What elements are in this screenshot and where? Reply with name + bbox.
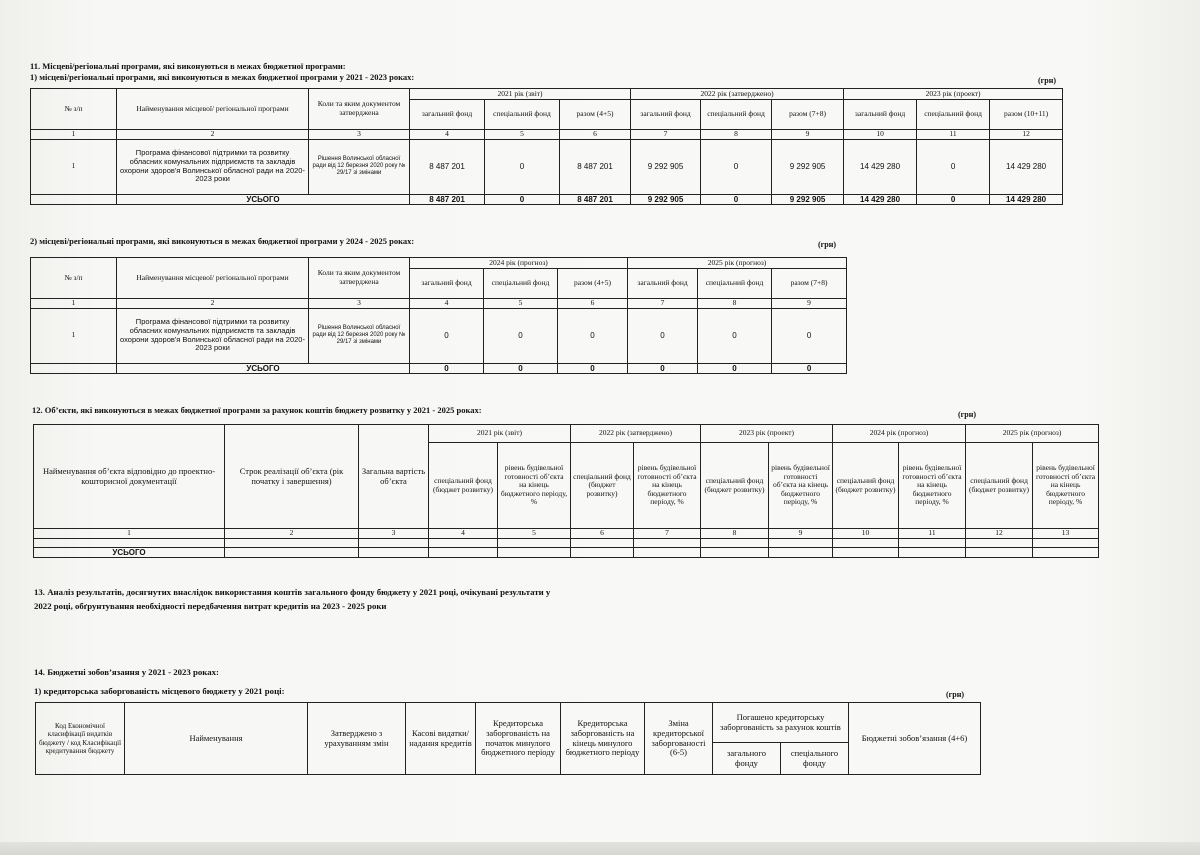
value-cell: 0	[484, 308, 558, 363]
column-number: 1	[34, 529, 225, 539]
column-number: 2	[117, 130, 309, 140]
section-12-unit: (грн)	[958, 410, 977, 419]
subheader: загальний фонд	[844, 100, 917, 130]
subheader-readiness: рівень будівельної готовності об’єкта на кінець бюджетного періоду, %	[1033, 443, 1099, 529]
table-11-programs	[30, 88, 1063, 205]
header-program-name: Найменування місцевої/ регіональної програми	[117, 89, 309, 130]
value-cell: 0	[701, 139, 772, 194]
total-cell: 14 429 280	[990, 194, 1063, 204]
header-num: № з/п	[31, 258, 117, 299]
table-12-objects	[33, 424, 1099, 558]
section-13-line1: 13. Аналіз результатів, досягнутих внаслідок використання коштів загального фонду бюджету у 2021 році, очікувані результати у	[34, 587, 551, 597]
subheader-fund: спеціальний фонд (бюджет розвитку)	[571, 443, 634, 529]
subheader-fund: спеціальний фонд (бюджет розвитку)	[966, 443, 1033, 529]
table-11b-programs	[30, 257, 847, 374]
header-program-name: Найменування місцевої/ регіональної програми	[117, 258, 309, 299]
section-14-subtitle: 1) кредиторська заборгованість місцевого бюджету у 2021 році:	[34, 686, 285, 696]
subheader: спеціальний фонд	[701, 100, 772, 130]
subheader-readiness: рівень будівельної готовності об’єкта на кінець бюджетного періоду, %	[498, 443, 571, 529]
total-row	[31, 194, 1063, 204]
subheader: спеціальний фонд	[485, 100, 560, 130]
subheader: разом (7+8)	[772, 269, 847, 299]
total-cell: 0	[772, 363, 847, 373]
header-payables-start: Кредиторська заборгованість на початок минулого бюджетного періоду	[476, 703, 561, 775]
section-11b-unit: (грн)	[818, 240, 837, 249]
column-number: 4	[410, 299, 484, 309]
program-name: Програма фінансової підтримки та розвитку обласних комунальних підприємств та закладів охорони здоров'я Волинської обласної ради на 2020-2023 роки	[117, 308, 309, 363]
header-year-2021: 2021 рік (звіт)	[429, 425, 571, 443]
total-label: УСЬОГО	[117, 194, 410, 204]
column-number: 9	[772, 130, 844, 140]
header-payables-end: Кредиторська заборгованість на кінець минулого бюджетного періоду	[561, 703, 645, 775]
header-approved-by: Коли та яким документом затверджена	[309, 258, 410, 299]
header-year-2024: 2024 рік (прогноз)	[833, 425, 966, 443]
header-repaid: Погашено кредиторську заборгованість за рахунок коштів	[713, 703, 849, 743]
header-total-cost: Загальна вартість об’єкта	[359, 425, 429, 529]
total-cell: 0	[485, 194, 560, 204]
total-cell: 0	[698, 363, 772, 373]
subheader-fund: спеціальний фонд (бюджет розвитку)	[833, 443, 899, 529]
total-cell: 0	[410, 363, 484, 373]
header-year-2023: 2023 рік (проект)	[701, 425, 833, 443]
header-year-2025: 2025 рік (прогноз)	[628, 258, 847, 269]
total-label: УСЬОГО	[117, 363, 410, 373]
section-14-unit: (грн)	[946, 690, 965, 699]
subheader-fund: спеціальний фонд (бюджет розвитку)	[701, 443, 769, 529]
column-number: 5	[484, 299, 558, 309]
total-row	[34, 548, 1099, 558]
column-number: 12	[990, 130, 1063, 140]
column-number: 8	[701, 130, 772, 140]
value-cell: 0	[698, 308, 772, 363]
header-name: Найменування	[125, 703, 308, 775]
subheader: загальний фонд	[631, 100, 701, 130]
column-number: 9	[772, 299, 847, 309]
value-cell: 8 487 201	[410, 139, 485, 194]
value-cell: 9 292 905	[772, 139, 844, 194]
value-cell: 9 292 905	[631, 139, 701, 194]
total-cell: 9 292 905	[631, 194, 701, 204]
column-number: 7	[631, 130, 701, 140]
column-number: 1	[31, 299, 117, 309]
header-code: Код Економічної класифікації видатків бюджету / код Класифікації кредитування бюджету	[36, 703, 125, 775]
column-number: 3	[359, 529, 429, 539]
header-term: Строк реалізації об’єкта (рік початку і завершення)	[225, 425, 359, 529]
header-year-2023: 2023 рік (проект)	[844, 89, 1063, 100]
header-approved-by: Коли та яким документом затверджена	[309, 89, 410, 130]
column-number: 1	[31, 130, 117, 140]
value-cell: 14 429 280	[844, 139, 917, 194]
value-cell: 0	[917, 139, 990, 194]
column-number: 11	[899, 529, 966, 539]
subheader: спеціальний фонд	[484, 269, 558, 299]
column-number: 13	[1033, 529, 1099, 539]
header-year-2022: 2022 рік (затверджено)	[631, 89, 844, 100]
section-11-unit: (грн)	[1038, 76, 1057, 85]
row-num: 1	[31, 308, 117, 363]
column-number: 3	[309, 130, 410, 140]
column-number: 6	[560, 130, 631, 140]
subheader: спеціальний фонд	[917, 100, 990, 130]
subheader: спеціальний фонд	[698, 269, 772, 299]
section-11b-subtitle: 2) місцеві/регіональні програми, які виконуються в межах бюджетної програми у 2024 - 2025 роках:	[30, 236, 415, 246]
subheader: загальний фонд	[410, 269, 484, 299]
value-cell: 0	[485, 139, 560, 194]
header-object-name: Найменування об’єкта відповідно до проектно-кошторисної документації	[34, 425, 225, 529]
total-cell: 14 429 280	[844, 194, 917, 204]
total-label: УСЬОГО	[34, 548, 225, 558]
value-cell: 0	[628, 308, 698, 363]
table-14-payables	[35, 702, 981, 775]
section-12-title: 12. Об’єкти, які виконуються в межах бюджетної програми за рахунок коштів бюджету розвитку у 2021 - 2025 роках:	[32, 405, 482, 415]
total-cell: 0	[917, 194, 990, 204]
header-approved: Затверджено з урахуванням змін	[308, 703, 406, 775]
value-cell: 0	[558, 308, 628, 363]
approving-document: Рішення Волинської обласної ради від 12 березня 2020 року № 29/17 зі змінами	[309, 308, 410, 363]
column-number: 6	[571, 529, 634, 539]
column-number: 9	[769, 529, 833, 539]
total-cell: 0	[701, 194, 772, 204]
column-number: 10	[833, 529, 899, 539]
subheader: разом (10+11)	[990, 100, 1063, 130]
column-number: 4	[410, 130, 485, 140]
header-obligations: Бюджетні зобов’язання (4+6)	[849, 703, 981, 775]
column-number: 8	[701, 529, 769, 539]
subheader-readiness: рівень будівельної готовності об’єкта на кінець бюджетного періоду, %	[769, 443, 833, 529]
subheader: загальний фонд	[410, 100, 485, 130]
total-row	[31, 363, 847, 373]
row-num: 1	[31, 139, 117, 194]
subheader: разом (7+8)	[772, 100, 844, 130]
total-cell: 0	[484, 363, 558, 373]
subheader: разом (4+5)	[558, 269, 628, 299]
column-number: 2	[225, 529, 359, 539]
header-year-2022: 2022 рік (затверджено)	[571, 425, 701, 443]
subheader-readiness: рівень будівельної готовності об’єкта на кінець бюджетного періоду, %	[634, 443, 701, 529]
total-cell: 8 487 201	[560, 194, 631, 204]
column-number: 11	[917, 130, 990, 140]
section-13-line2: 2022 році, обґрунтування необхідності передбачення витрат кредитів на 2023 - 2025 роки	[34, 601, 387, 611]
value-cell: 0	[410, 308, 484, 363]
column-number: 6	[558, 299, 628, 309]
subheader-readiness: рівень будівельної готовності об’єкта на кінець бюджетного періоду, %	[899, 443, 966, 529]
subheader: загальний фонд	[628, 269, 698, 299]
column-number: 7	[634, 529, 701, 539]
table-row	[31, 308, 847, 363]
header-year-2021: 2021 рік (звіт)	[410, 89, 631, 100]
table-row	[31, 139, 1063, 194]
value-cell: 8 487 201	[560, 139, 631, 194]
header-year-2025: 2025 рік (прогноз)	[966, 425, 1099, 443]
total-cell: 0	[558, 363, 628, 373]
column-number: 5	[485, 130, 560, 140]
section-14-title: 14. Бюджетні зобов’язання у 2021 - 2023 роках:	[34, 667, 219, 677]
approving-document: Рішення Волинської обласної ради від 12 березня 2020 року № 29/17 зі змінами	[309, 139, 410, 194]
column-number: 8	[698, 299, 772, 309]
column-number: 2	[117, 299, 309, 309]
subheader-fund: спеціальний фонд (бюджет розвитку)	[429, 443, 498, 529]
column-number: 10	[844, 130, 917, 140]
scan-bottom-edge	[0, 842, 1200, 855]
header-year-2024: 2024 рік (прогноз)	[410, 258, 628, 269]
header-payables-change: Зміна кредиторської заборгованості (6-5)	[645, 703, 713, 775]
header-num: № з/п	[31, 89, 117, 130]
subheader: разом (4+5)	[560, 100, 631, 130]
column-number: 7	[628, 299, 698, 309]
empty-row	[34, 539, 1099, 548]
column-number: 3	[309, 299, 410, 309]
value-cell: 0	[772, 308, 847, 363]
section-11-title: 11. Місцеві/регіональні програми, які виконуються в межах бюджетної програми:	[30, 61, 346, 71]
total-cell: 9 292 905	[772, 194, 844, 204]
section-11-subtitle: 1) місцеві/регіональні програми, які виконуються в межах бюджетної програми у 2021 - 2023 роках:	[30, 72, 415, 82]
column-number: 5	[498, 529, 571, 539]
value-cell: 14 429 280	[990, 139, 1063, 194]
total-cell: 8 487 201	[410, 194, 485, 204]
column-number: 4	[429, 529, 498, 539]
subheader-general-fund: загального фонду	[713, 743, 781, 775]
column-number: 12	[966, 529, 1033, 539]
header-cash-expenses: Касові видатки/ надання кредитів	[406, 703, 476, 775]
subheader-special-fund: спеціального фонду	[781, 743, 849, 775]
total-cell: 0	[628, 363, 698, 373]
program-name: Програма фінансової підтримки та розвитку обласних комунальних підприємств та закладів охорони здоров'я Волинської обласної ради на 2020-2023 роки	[117, 139, 309, 194]
